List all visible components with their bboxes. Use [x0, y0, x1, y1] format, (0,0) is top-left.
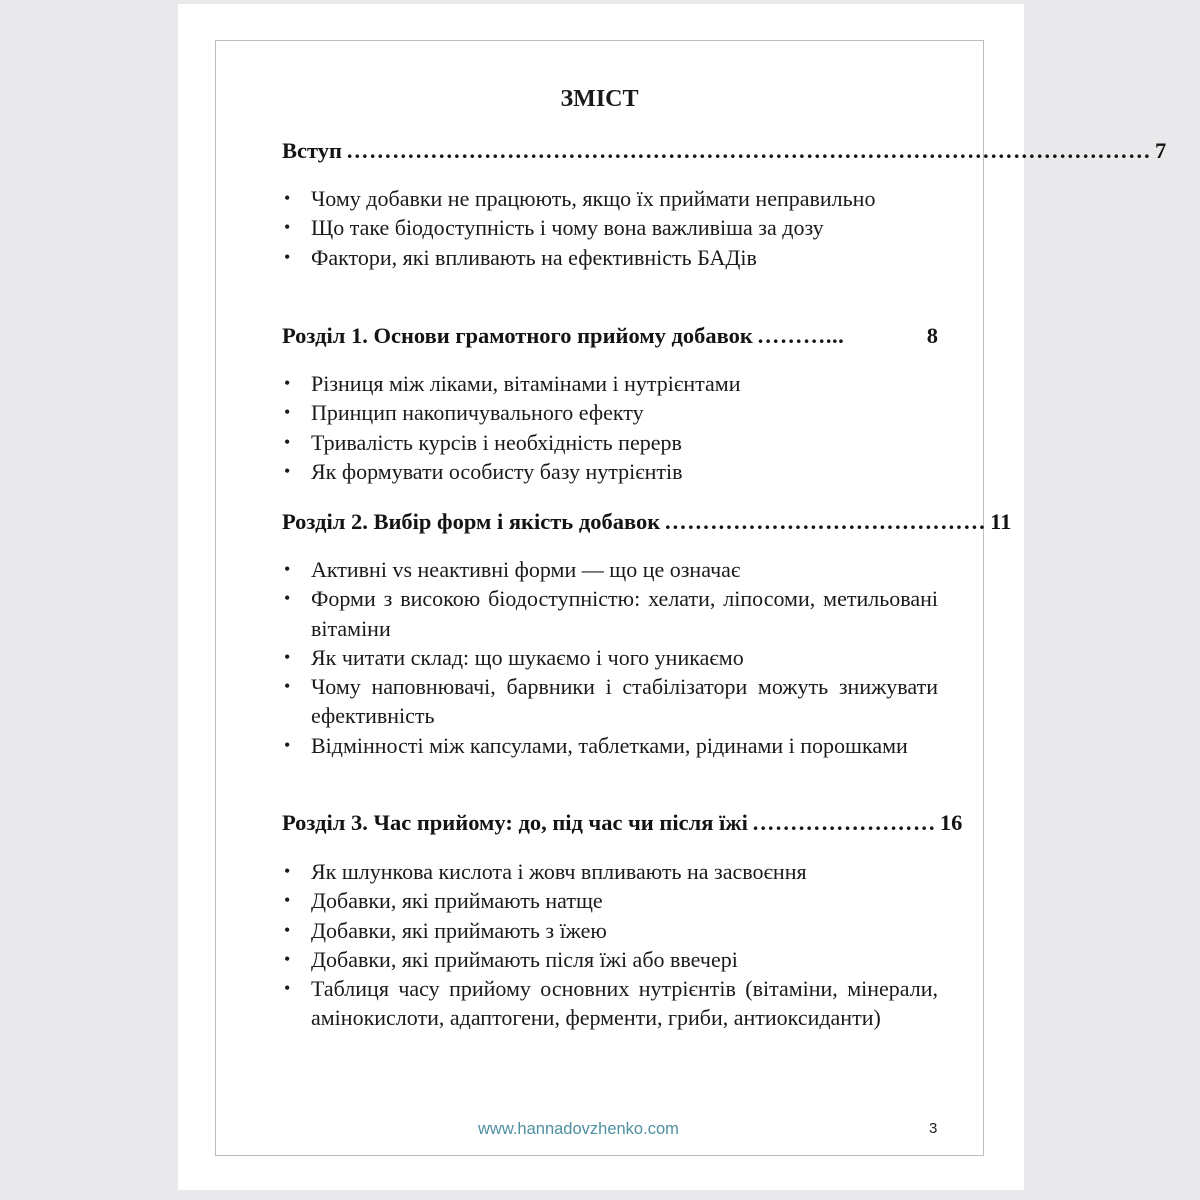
toc-list-item: • Чому добавки не працюють, якщо їх приймати неправильно: [282, 184, 938, 213]
bullet-icon: •: [284, 460, 291, 481]
toc-heading-text: Розділ 1. Основи грамотного прийому добавок: [282, 323, 753, 348]
toc-list-chapter-3: [282, 857, 938, 1033]
toc-list-item: • Як шлункова кислота і жовч впливають на засвоєння: [282, 857, 938, 886]
toc-list-item: • Різниця між ліками, вітамінами і нутрієнтами: [282, 369, 938, 398]
bullet-icon: •: [284, 676, 291, 697]
page-number: 3: [929, 1120, 938, 1137]
toc-list-item: • Як читати склад: що шукаємо і чого уникаємо: [282, 643, 938, 672]
toc-list-item: • Форми з високою біодоступністю: хелати, ліпосоми, метильовані вітаміни: [284, 586, 938, 641]
bullet-icon: •: [284, 588, 291, 609]
bullet-icon: •: [284, 217, 291, 238]
bullet-icon: •: [284, 402, 291, 423]
toc-list-item: • Таблиця часу прийому основних нутрієнтів (вітаміни, мінерали, амінокислоти, адаптогени, ферменти, гриби, антиоксиданти): [284, 976, 938, 1031]
toc-page-number: 7: [1154, 138, 1167, 163]
bullet-icon: •: [284, 734, 291, 755]
toc-page-number: 8: [926, 323, 938, 348]
toc-leader-dots: ……………………………………: [664, 509, 987, 534]
toc-page-number: 16: [939, 810, 963, 835]
toc-list-intro: [282, 184, 938, 272]
toc-list-item: • Тривалість курсів і необхідність перерв: [282, 428, 938, 457]
bullet-icon: •: [284, 246, 291, 267]
bullet-icon: •: [284, 978, 291, 999]
toc-list-item: • Добавки, які приймають натще: [282, 886, 938, 915]
toc-list-item: • Добавки, які приймають з їжею: [282, 916, 938, 945]
toc-list-item: • Активні vs неактивні форми — що це означає: [282, 555, 938, 584]
toc-title: ЗМІСТ: [560, 86, 639, 112]
toc-leader-dots: ………...: [756, 323, 845, 348]
toc-leader-dots: ……………………………………………………………………………………………: [345, 138, 1151, 163]
bullet-icon: •: [284, 919, 291, 940]
bullet-icon: •: [284, 646, 291, 667]
toc-list-item: • Принцип накопичувального ефекту: [282, 398, 938, 427]
toc-list-item: • Чому наповнювачі, барвники і стабілізатори можуть знижувати ефективність: [284, 674, 938, 729]
bullet-icon: •: [284, 948, 291, 969]
toc-list-item: • Відмінності між капсулами, таблетками, рідинами і порошками: [282, 731, 938, 760]
bullet-icon: •: [284, 431, 291, 452]
toc-heading-text: Розділ 3. Час прийому: до, під час чи після їжі: [282, 810, 748, 835]
bullet-icon: •: [284, 188, 291, 208]
bullet-icon: •: [284, 559, 291, 579]
toc-list-item: • Фактори, які впливають на ефективність БАДів: [282, 243, 938, 272]
toc-list-chapter-2: [282, 555, 938, 760]
bullet-icon: •: [284, 373, 291, 393]
toc-page-number: 11: [990, 509, 1012, 534]
toc-heading-text: Розділ 2. Вибір форм і якість добавок: [282, 509, 661, 534]
toc-list-item: • Як формувати особисту базу нутрієнтів: [282, 457, 938, 486]
toc-leader-dots: ……………………: [751, 810, 936, 835]
toc-heading-intro[interactable]: [282, 136, 1167, 165]
bullet-icon: •: [284, 861, 291, 881]
footer-website-link[interactable]: www.hannadovzhenko.com: [478, 1120, 679, 1138]
toc-list-item: • Що таке біодоступність і чому вона важливіша за дозу: [282, 213, 938, 242]
toc-list-chapter-1: [282, 369, 938, 486]
toc-heading-chapter-3[interactable]: [282, 808, 963, 837]
toc-heading-chapter-1[interactable]: [282, 321, 938, 350]
bullet-icon: •: [284, 890, 291, 911]
toc-heading-chapter-2[interactable]: [282, 507, 1012, 536]
toc-list-item: • Добавки, які приймають після їжі або ввечері: [282, 945, 938, 974]
toc-heading-text: Вступ: [282, 138, 342, 163]
